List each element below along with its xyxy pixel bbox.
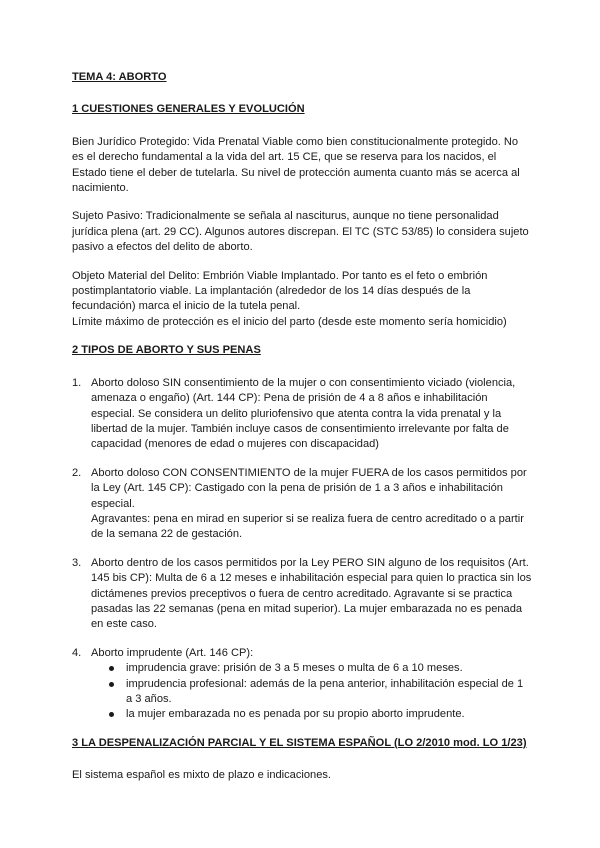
section-2-heading: 2 TIPOS DE ABORTO Y SUS PENAS [72, 344, 261, 357]
bullet-text: imprudencia profesional: además de la pena anterior, inhabilitación especial de 1 a 3 años. [126, 677, 524, 705]
bullet-text: la mujer embarazada no es penada por su propio aborto imprudente. [126, 708, 465, 721]
list-item-text: Aborto imprudente (Art. 146 CP): [91, 646, 254, 659]
paragraph-bien-juridico: Bien Jurídico Protegido: Vida Prenatal Viable como bien constitucionalmente protegido. No es el derecho fundamental a la vida del art. 15 CE, que se reserva para los nacidos, el Estado tiene el deber de tutelarla. Su nivel de protección aumenta cuanto más se acerca al nacimiento. [72, 135, 520, 195]
document-page [72, 70, 532, 784]
list-item-number: 2. [72, 466, 82, 479]
list-item [72, 466, 532, 543]
section-3-heading: 3 LA DESPENALIZACIÓN PARCIAL Y EL SISTEMA ESPAÑOL (LO 2/2010 mod. LO 1/23) [72, 736, 527, 749]
bullet-icon [109, 666, 114, 671]
list-item-number: 1. [72, 376, 82, 389]
list-item-text: Aborto doloso CON CONSENTIMIENTO de la mujer FUERA de los casos permitidos por la Ley (Art. 145 CP): Castigado con la pena de prisión de 1 a 3 años e inhabilitación especial. [91, 466, 527, 510]
list-item [72, 376, 532, 453]
bullet-item [109, 677, 532, 708]
list-item-text: Aborto dentro de los casos permitidos por la Ley PERO SIN alguno de los requisitos (Art. 145 bis CP): Multa de 6 a 12 meses e inhabilitación especial para quien lo practica sin los dictámenes previos preceptivos o fuera de centro acreditado. Agravante si se practica pasadas las 22 semanas (pena en mitad superior). La mujer embarazada no es penada en este caso. [91, 556, 532, 631]
bullet-icon [109, 712, 114, 717]
document-title: TEMA 4: ABORTO [72, 71, 167, 83]
list-item-text: Agravantes: pena en mirad en superior si se realiza fuera de centro acreditado o a partir de la semana 22 de gestación. [91, 512, 524, 541]
paragraph-sujeto-pasivo: Sujeto Pasivo: Tradicionalmente se señala al nasciturus, aunque no tiene personalidad jurídica plena (art. 29 CC). Algunos autores discrepan. El TC (STC 53/85) lo considera sujeto pasivo a efectos del delito de aborto. [72, 210, 529, 254]
list-item [72, 556, 532, 633]
list-item-number: 3. [72, 556, 82, 569]
paragraph-sistema-espanol: El sistema español es mixto de plazo e indicaciones. [72, 769, 331, 782]
abortion-types-list [72, 376, 532, 723]
bullet-text: imprudencia grave: prisión de 3 a 5 meses o multa de 6 a 10 meses. [126, 662, 463, 675]
list-item-text: Aborto doloso SIN consentimiento de la mujer o con consentimiento viciado (violencia, amenaza o engaño) (Art. 144 CP): Pena de prisión de 4 a 8 años e inhabilitación especial. Se considera un delito pluriofensivo que atenta contra la vida prenatal y la libertad de la mujer. También incluye casos de consentimiento irrelevante por falta de capacidad (menores de edad o mujeres con discapacidad) [91, 376, 516, 451]
bullet-item [109, 707, 532, 722]
bullet-item [109, 661, 532, 676]
bullet-icon [109, 682, 114, 687]
paragraph-objeto-material: Objeto Material del Delito: Embrión Viable Implantado. Por tanto es el feto o embrión postimplantatorio viable. La implantación (alrededor de los 14 días después de la fecundación) marca el inicio de la tutela penal. [72, 269, 488, 313]
paragraph-limite-maximo: Límite máximo de protección es el inicio del parto (desde este momento sería homicidio) [72, 315, 507, 328]
imprudent-abortion-bullets [91, 661, 532, 723]
section-1-heading: 1 CUESTIONES GENERALES Y EVOLUCIÓN [72, 103, 305, 116]
list-item [72, 646, 532, 723]
list-item-number: 4. [72, 646, 82, 659]
